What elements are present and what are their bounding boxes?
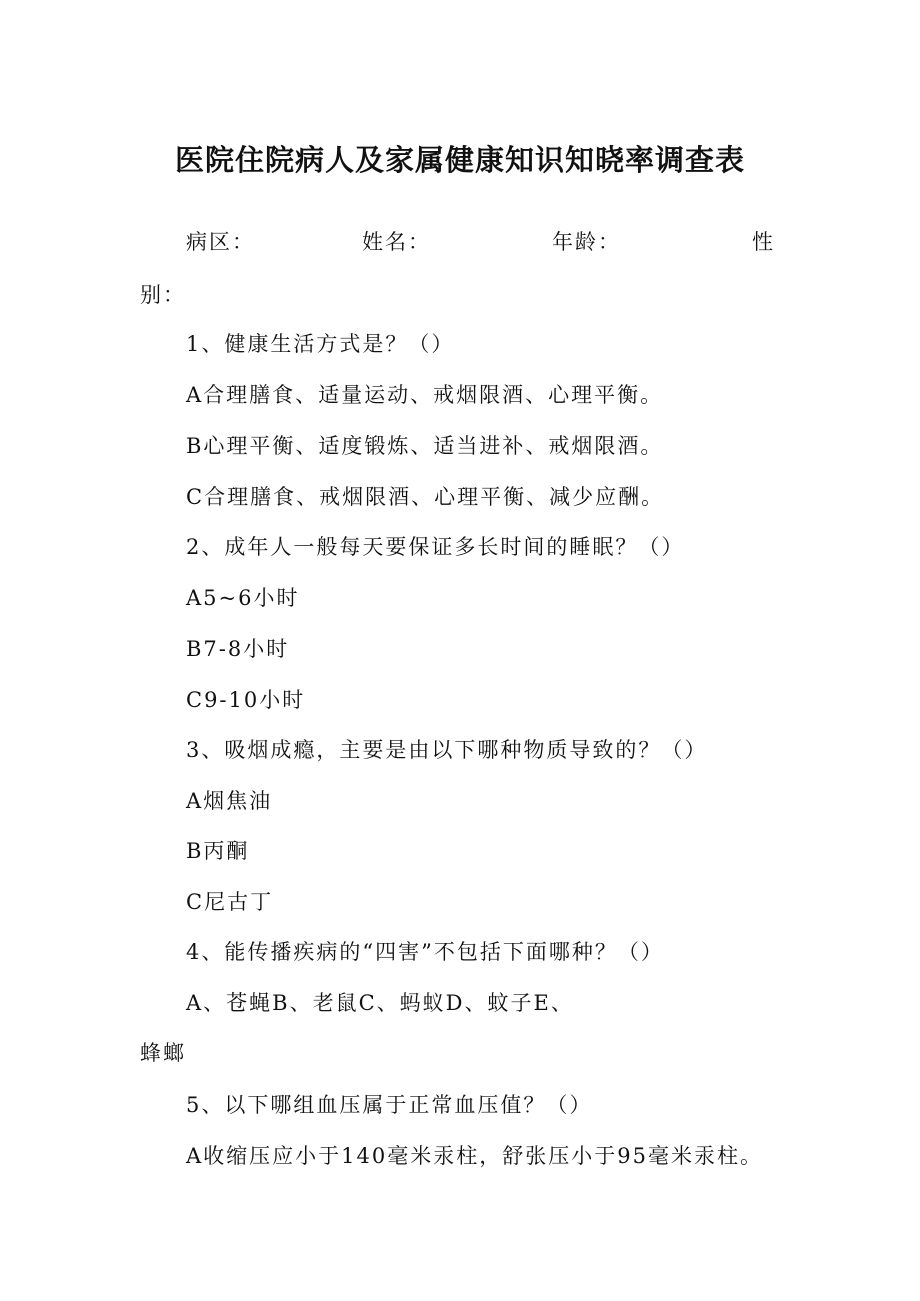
question-3: 3、吸烟成瘾，主要是由以下哪种物质导致的？（） [186,738,708,762]
question-4-options-continued: 蜂螂 [140,1041,186,1065]
question-2-option-c: C9-10小时 [186,688,306,712]
question-2-option-b: B7-8小时 [186,637,290,661]
question-2: 2、成年人一般每天要保证多长时间的睡眠？（） [186,535,685,559]
question-5: 5、以下哪组血压属于正常血压值？（） [186,1093,593,1117]
question-2-option-a: A5~6小时 [186,586,300,610]
question-5-option-a: A收缩压应小于140毫米汞柱，舒张压小于95毫米汞柱。 [186,1144,763,1168]
question-3-option-c: C尼古丁 [186,890,274,914]
question-4: 4、能传播疾病的“四害”不包括下面哪种？（） [186,940,664,964]
question-1-option-a: A合理膳食、适量运动、戒烟限酒、心理平衡。 [186,383,664,407]
question-1-option-c: C合理膳食、戒烟限酒、心理平衡、减少应酬。 [186,485,665,509]
field-gender-label-part2: 别： [140,283,186,307]
field-name-label: 姓名： [362,230,431,254]
field-age-label: 年龄： [552,230,621,254]
question-1: 1、健康生活方式是？（） [186,332,455,356]
question-4-options: A、苍蝇B、老鼠C、蚂蚁D、蚊子E、 [186,991,574,1015]
question-3-option-a: A烟焦油 [186,789,273,813]
question-3-option-b: B丙酮 [186,839,250,863]
field-ward-label: 病区： [186,230,255,254]
field-gender-label-part1: 性 [752,230,775,254]
question-1-option-b: B心理平衡、适度锻炼、适当进补、戒烟限酒。 [186,434,664,458]
page-title: 医院住院病人及家属健康知识知晓率调查表 [174,143,745,177]
